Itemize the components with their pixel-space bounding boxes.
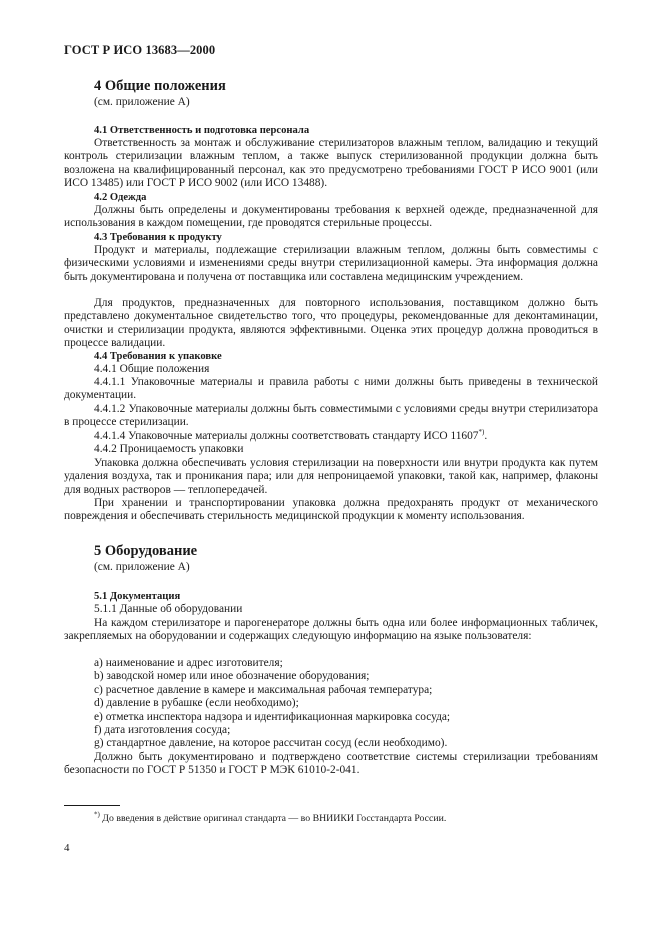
item-5-1-1: 5.1.1 Данные об оборудовании bbox=[94, 603, 243, 615]
footnote-text: До введения в действие оригинал стандарта — во ВНИИКИ Госстандарта России. bbox=[99, 813, 447, 824]
footnote-separator bbox=[64, 805, 120, 806]
subsection-4-2-title: 4.2 Одежда bbox=[94, 192, 147, 203]
item-4-4-2-text-2: При хранении и транспортировании упаковка должна предохранять продукт от механического повреждения и обеспечивать стерильность медицинской продукции к моменту использования. bbox=[64, 497, 598, 523]
list-item-e: e) отметка инспектора надзора и идентификационная маркировка сосуда; bbox=[94, 711, 451, 723]
list-item-f: f) дата изготовления сосуда; bbox=[94, 724, 231, 736]
item-4-4-2-text-1: Упаковка должна обеспечивать условия стерилизации на поверхности или внутри продукта как путем удаления воздуха, так и проникания пара; или для непроницаемой упаковки, такой как, например, флаконы для водных растворов — теплопередачей. bbox=[64, 457, 598, 496]
item-4-4-1-1: 4.4.1.1 Упаковочные материалы и правила работы с ними должны быть приведены в технической документации. bbox=[64, 376, 598, 402]
item-4-4-1-2: 4.4.1.2 Упаковочные материалы должны быть совместимыми с условиями среды внутри стерилизатора в процессе стерилизации. bbox=[64, 403, 598, 429]
item-4-4-1-4-end: . bbox=[484, 430, 488, 442]
footnote-ref: *) bbox=[478, 428, 485, 437]
section-4-note: (см. приложение А) bbox=[94, 96, 190, 108]
section-4-title: 4 Общие положения bbox=[94, 78, 226, 94]
item-4-4-1: 4.4.1 Общие положения bbox=[94, 363, 210, 375]
subsection-4-3-text-1: Продукт и материалы, подлежащие стерилизации влажным теплом, должны быть совместимы с физическими условиями и изменениями среды внутри стерилизационной камеры. Эта информация должна быть документирована и получена от поставщика или составлена медицинским учреждением. bbox=[64, 244, 598, 283]
section-5-note: (см. приложение А) bbox=[94, 561, 190, 573]
item-4-4-2: 4.4.2 Проницаемость упаковки bbox=[94, 443, 244, 455]
item-4-4-1-4 bbox=[94, 430, 487, 443]
subsection-4-2-text: Должны быть определены и документированы требования к верхней одежде, предназначенной для использования в каждом помещении, где проводятся стерильные процессы. bbox=[64, 204, 598, 230]
list-item-g: g) стандартное давление, на которое рассчитан сосуд (если необходимо). bbox=[94, 737, 448, 749]
subsection-4-4-title: 4.4 Требования к упаковке bbox=[94, 351, 222, 362]
list-item-a: a) наименование и адрес изготовителя; bbox=[94, 657, 283, 669]
item-5-1-1-text: На каждом стерилизаторе и парогенераторе должны быть одна или более информационных табличек, закрепляемых на оборудовании и содержащих следующую информацию на языке пользователя: bbox=[64, 617, 598, 643]
subsection-4-1-text: Ответственность за монтаж и обслуживание стерилизаторов влажным теплом, валидацию и текущий контроль стерилизации влажным теплом, а также выпуск стерилизованной продукции должна быть возложена на квалифицированный персонал, как это предусмотрено требованиями ГОСТ Р ИСО 9001 (или ИСО 13485) или ГОСТ Р ИСО 9002 (или ИСО 13488). bbox=[64, 137, 598, 190]
subsection-4-1-title: 4.1 Ответственность и подготовка персонала bbox=[94, 125, 310, 136]
footnote-mark: *) bbox=[94, 810, 100, 819]
document-header: ГОСТ Р ИСО 13683—2000 bbox=[64, 43, 216, 57]
item-5-1-1-text-2: Должно быть документировано и подтверждено соответствие системы стерилизации требованиям безопасности по ГОСТ Р 51350 и ГОСТ Р МЭК 61010-2-041. bbox=[64, 751, 598, 777]
list-item-c: c) расчетное давление в камере и максимальная рабочая температура; bbox=[94, 684, 433, 696]
subsection-5-1-title: 5.1 Документация bbox=[94, 591, 181, 602]
page-number: 4 bbox=[64, 842, 70, 854]
item-4-4-1-4-text: 4.4.1.4 Упаковочные материалы должны соответствовать стандарту ИСО 11607 bbox=[94, 430, 479, 442]
subsection-4-3-title: 4.3 Требования к продукту bbox=[94, 232, 222, 243]
section-5-title: 5 Оборудование bbox=[94, 543, 198, 559]
footnote bbox=[94, 812, 446, 825]
subsection-4-3-text-2: Для продуктов, предназначенных для повторного использования, поставщиком должно быть представлено документальное свидетельство того, что процедуры, рекомендованные для деконтаминации, очистки и стерилизации продукта, являются эффективными. Оценка этих процедур должна проводиться в процессе валидации. bbox=[64, 297, 598, 350]
list-item-b: b) заводской номер или иное обозначение оборудования; bbox=[94, 670, 370, 682]
list-item-d: d) давление в рубашке (если необходимо); bbox=[94, 697, 299, 709]
